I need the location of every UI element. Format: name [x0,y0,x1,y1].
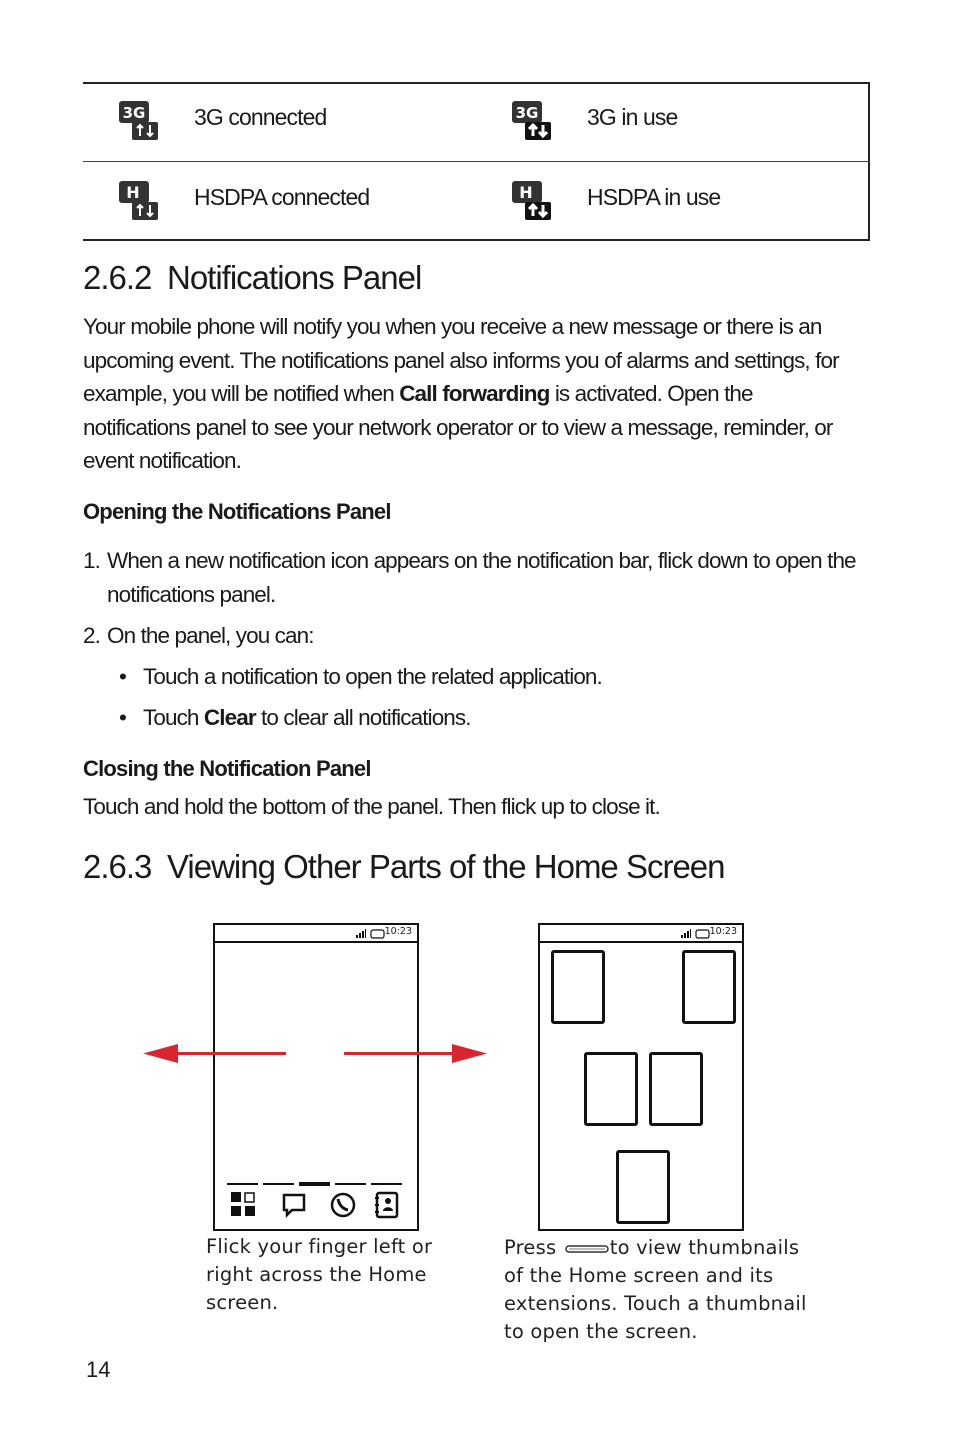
step-1-text-cont: notifications panel. [107,582,276,607]
status-bar [540,925,742,943]
3g-in-use-icon [511,100,553,142]
svg-text:H: H [126,183,140,202]
left-arrow-head [143,1044,178,1063]
closing-subheading: Closing the Notification Panel [83,756,371,781]
clear-term: Clear [203,705,256,730]
table-row-divider [83,161,870,162]
left-caption [206,1233,446,1317]
table-cell-label: 3G connected [194,104,327,130]
status-bar [215,925,417,943]
screen-thumbnail[interactable] [616,1150,670,1224]
section-title: Notifications Panel [167,259,422,296]
screen-thumbnail[interactable] [551,950,605,1024]
bullet-text: to clear all notifications. [255,705,471,730]
paragraph-line: event notification. [83,448,242,473]
step-number: 2. [83,623,100,648]
svg-text:3G: 3G [122,104,146,122]
left-arrow-shaft [168,1052,286,1055]
phone-dialer-icon [329,1191,357,1219]
section-heading-home-screen [83,848,725,886]
status-time: 10:23 [709,926,737,937]
screen-thumbnail[interactable] [649,1052,703,1126]
hsdpa-connected-icon [118,180,160,222]
paragraph-text: is activated. Open the [549,381,753,406]
caption-line: screen. [206,1291,279,1314]
bullet: • [119,664,126,689]
flick-arrows [140,1040,490,1068]
right-arrow-shaft [344,1052,462,1055]
signal-battery-icon [355,928,385,939]
caption-line: Flick your finger left or [206,1235,433,1258]
screen-thumbnail[interactable] [584,1052,638,1126]
caption-text: Press [504,1236,557,1259]
caption-line: extensions. Touch a thumbnail [504,1292,807,1315]
section-title: Viewing Other Parts of the Home Screen [167,848,725,885]
svg-text:H: H [519,183,533,202]
signal-battery-icon [680,928,710,939]
home-key-icon [565,1243,609,1255]
caption-line: to open the screen. [504,1320,698,1343]
caption-line: right across the Home [206,1263,427,1286]
closing-text: Touch and hold the bottom of the panel. Then flick up to close it. [83,794,660,819]
3g-connected-icon [118,100,160,142]
messaging-icon [281,1191,307,1219]
bullet: • [119,705,126,730]
table-cell-label: 3G in use [587,104,678,130]
launcher-icon [229,1190,259,1220]
section-heading-notifications-panel [83,259,421,297]
step-1-text: When a new notification icon appears on the notification bar, flick down to open the [107,548,856,573]
opening-subheading: Opening the Notifications Panel [83,499,391,524]
section-number: 2.6.3 [83,848,152,885]
status-time: 10:23 [384,926,412,937]
caption-line [504,1234,824,1262]
caption-text: to view thumbnails [609,1236,800,1259]
step-number: 1. [83,548,100,573]
page-indicator [227,1180,407,1188]
table-cell-label: HSDPA in use [587,184,721,210]
section-number: 2.6.2 [83,259,152,296]
bullet-2-text [143,705,471,731]
step-2-text: On the panel, you can: [107,623,314,648]
call-forwarding-term: Call forwarding [399,381,550,406]
bullet-text: Touch [143,705,204,730]
bullet-1-text: Touch a notification to open the related application. [143,664,602,689]
paragraph-line: upcoming event. The notifications panel also informs you of alarms and settings, for [83,347,839,373]
table-cell-label: HSDPA connected [194,184,370,210]
right-arrow-head [452,1044,487,1063]
paragraph-text: example, you will be notified when [83,381,400,406]
page-number: 14 [86,1357,111,1382]
contacts-icon [371,1190,401,1220]
paragraph-line [83,377,883,411]
screen-thumbnail[interactable] [682,950,736,1024]
svg-text:3G: 3G [515,104,539,122]
caption-line: of the Home screen and its [504,1264,774,1287]
thumbnails-phone [538,923,744,1231]
paragraph-line: Your mobile phone will notify you when you receive a new message or there is an [83,314,822,339]
hsdpa-in-use-icon [511,180,553,222]
intro-paragraph [83,310,883,478]
paragraph-line: notifications panel to see your network operator or to view a message, reminder, or [83,414,833,440]
right-caption [504,1234,824,1346]
home-screen-phone [213,923,419,1231]
